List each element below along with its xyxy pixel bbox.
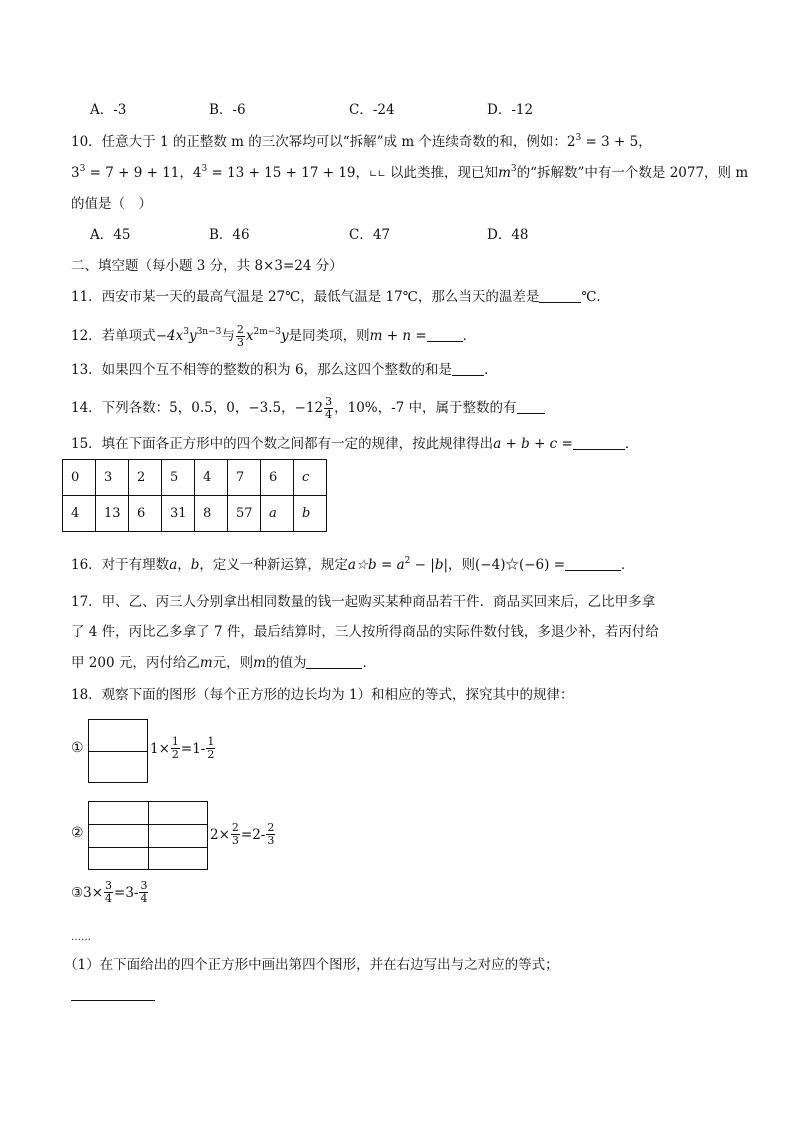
table-cell: b bbox=[294, 496, 327, 532]
table-row bbox=[63, 496, 327, 532]
q10-option-a: A．45 bbox=[90, 227, 131, 243]
q9-option-b: B．-6 bbox=[209, 102, 246, 118]
q17-line-1: 17．甲、乙、丙三人分别拿出相同数量的钱一起购买某种商品若干件．商品买回来后，乙比甲多拿 bbox=[71, 594, 656, 610]
q10-line-3: 的值是（ ） bbox=[71, 196, 152, 212]
q10-option-c: C．47 bbox=[349, 227, 391, 243]
table-row bbox=[63, 460, 327, 496]
ellipsis: …… bbox=[71, 932, 91, 943]
table-cell: 8 bbox=[195, 496, 228, 532]
q16: 16．对于有理数a，b，定义一种新运算，规定a☆b = $a^2 - |b|$，则(−4)☆(−6) = ． bbox=[71, 556, 635, 573]
table-cell: 6 bbox=[261, 460, 294, 496]
table-cell: 7 bbox=[228, 460, 261, 496]
q15-blank bbox=[573, 435, 625, 450]
q15: 15．填在下面各正方形中的四个数之间都有一定的规律，按此规律得出a + b + c = ． bbox=[71, 436, 639, 452]
q13: 13．如果四个互不相等的整数的积为 6，那么这四个整数的和是 ． bbox=[71, 362, 498, 378]
q14: 14．下列各数：5，0.5，0，−3.5，−12 $\frac{3}{4}$ ，10%，-7 中，属于整数的有 bbox=[71, 393, 545, 423]
figure-2-equation: 2× $\frac{2}{3}$ =2- $\frac{2}{3}$ bbox=[210, 821, 275, 847]
figure-2-vertical-divider bbox=[148, 801, 149, 870]
figure-3-equation: ③ 3× $\frac{3}{4}$ =3- $\frac{3}{4}$ bbox=[71, 879, 148, 905]
table-cell: 0 bbox=[63, 460, 96, 496]
table-cell: 4 bbox=[195, 460, 228, 496]
q16-blank bbox=[565, 556, 621, 571]
q18-part-1: （1）在下面给出的四个正方形中画出第四个图形，并在右边写出与之对应的等式； bbox=[64, 957, 559, 973]
table-cell: 13 bbox=[96, 496, 129, 532]
q17-line-3: 甲 200 元，丙付给乙m元，则m的值为 ． bbox=[71, 655, 376, 671]
table-cell: c bbox=[294, 460, 327, 496]
figure-1-equation: 1× $\frac{1}{2}$ =1- $\frac{1}{2}$ bbox=[150, 735, 215, 761]
q11: 11．西安市某一天的最高气温是 27℃，最低气温是 17℃，那么当天的温差是 ℃． bbox=[71, 289, 610, 305]
figure-2-label: ② bbox=[71, 825, 84, 841]
table-cell: 2 bbox=[129, 460, 162, 496]
q10-line-2: $3^3 = 7 + 9 + 11$，$4^3 = 13 + 15 + 17 + 19$，∟∟ 以此类推，现已知$m^3$的“拆解数”中有一个数是 2077，则 m bbox=[71, 164, 749, 181]
figure-1-label: ① bbox=[71, 740, 84, 756]
q12-blank bbox=[427, 327, 463, 342]
figure-1-divider bbox=[88, 751, 148, 752]
q12: 12．若单项式$-4x^3y^{3n-3}$与 $\frac{2}{3}$ $x^{2m-3}y$是同类项，则m + n = ． bbox=[71, 323, 477, 349]
q10-option-b: B．46 bbox=[209, 227, 250, 243]
q15-number-table bbox=[62, 459, 327, 532]
q17-line-2: 了 4 件，丙比乙多拿了 7 件，最后结算时，三人按所得商品的实际件数付钱，多退少补，若丙付给 bbox=[71, 624, 659, 640]
q11-blank bbox=[539, 288, 581, 303]
q17-blank bbox=[306, 654, 362, 669]
q10-line-1: 10．任意大于 1 的正整数 m 的三次幂均可以“拆解”成 m 个连续奇数的和，例如：$2^3 = 3 + 5$， bbox=[71, 133, 652, 150]
q14-blank bbox=[517, 399, 545, 414]
table-cell: 4 bbox=[63, 496, 96, 532]
table-cell: a bbox=[261, 496, 294, 532]
q10-option-d: D．48 bbox=[487, 227, 529, 243]
answer-blank-line bbox=[71, 1000, 155, 1001]
table-cell: 5 bbox=[162, 460, 195, 496]
q14-fraction: $\frac{3}{4}$ bbox=[325, 395, 333, 421]
q13-blank bbox=[452, 361, 484, 376]
table-cell: 31 bbox=[162, 496, 195, 532]
table-cell: 6 bbox=[129, 496, 162, 532]
table-cell: 3 bbox=[96, 460, 129, 496]
q9-option-d: D．-12 bbox=[487, 102, 534, 118]
figure-2-divider-2 bbox=[88, 847, 208, 848]
q9-option-c: C．-24 bbox=[349, 102, 395, 118]
q9-option-a: A．-3 bbox=[90, 102, 127, 118]
q12-fraction: $\frac{2}{3}$ bbox=[236, 323, 244, 349]
q18-intro: 18．观察下面的图形（每个正方形的边长均为 1）和相应的等式，探究其中的规律： bbox=[71, 687, 574, 703]
figure-2-divider-1 bbox=[88, 824, 208, 825]
table-cell: 57 bbox=[228, 496, 261, 532]
section-2-title: 二、填空题（每小题 3 分，共 8×3=24 分） bbox=[71, 258, 343, 274]
